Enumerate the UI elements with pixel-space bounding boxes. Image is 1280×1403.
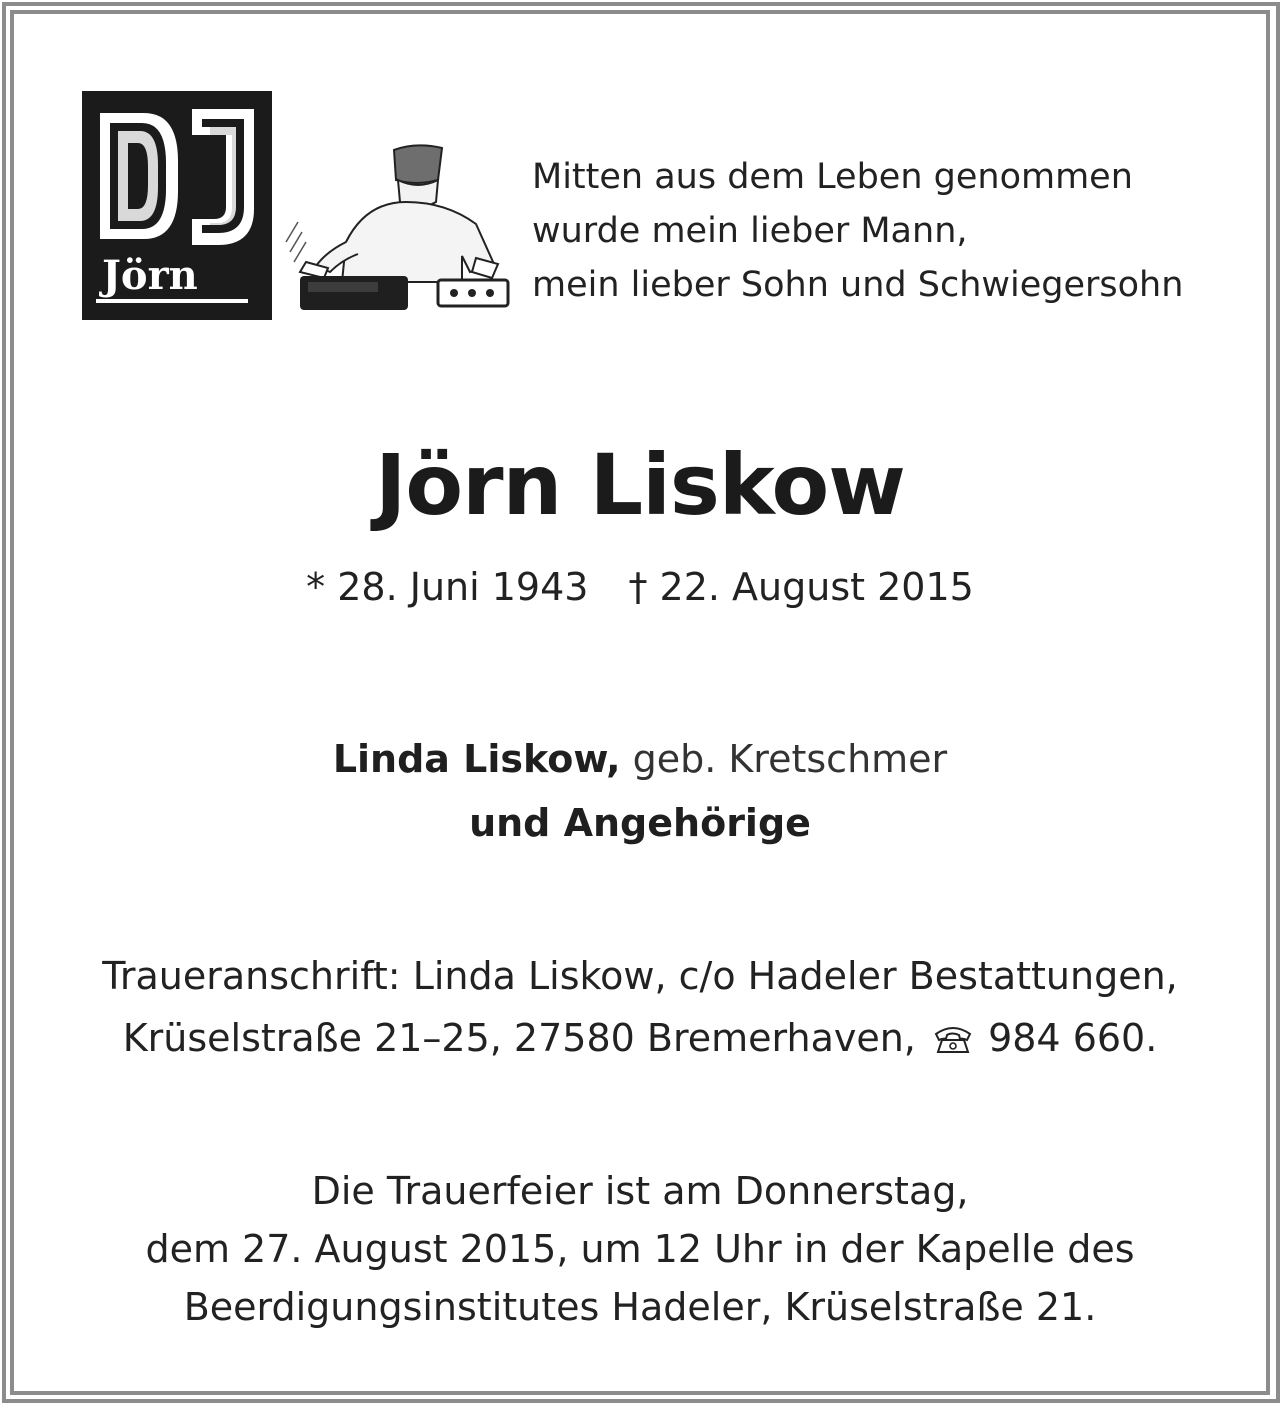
logo-name: Jörn bbox=[102, 252, 198, 299]
mourners bbox=[0, 727, 1280, 855]
intro-line: mein lieber Sohn und Schwiegersohn bbox=[532, 265, 1184, 305]
widow-name: Linda Liskow, bbox=[332, 737, 621, 781]
ceremony-line: Die Trauerfeier ist am Donnerstag, bbox=[311, 1169, 969, 1213]
funeral-notice bbox=[0, 1162, 1280, 1336]
ceremony-line: Beerdigungsinstitutes Hadeler, Krüselstraße 21. bbox=[183, 1285, 1097, 1329]
intro-line: Mitten aus dem Leben genommen bbox=[532, 157, 1133, 197]
mourning-address bbox=[0, 945, 1280, 1069]
dj-jorn-logo bbox=[82, 91, 272, 320]
phone-number: 984 660. bbox=[988, 1016, 1158, 1060]
birth-date: * 28. Juni 1943 bbox=[306, 565, 589, 609]
telephone-icon bbox=[932, 1024, 974, 1054]
death-date: † 22. August 2015 bbox=[628, 565, 974, 609]
intro-text bbox=[532, 150, 1232, 312]
address-line: Traueranschrift: Linda Liskow, c/o Hadeler Bestattungen, bbox=[102, 954, 1178, 998]
intro-line: wurde mein lieber Mann, bbox=[532, 211, 968, 251]
maiden-name: geb. Kretschmer bbox=[632, 737, 948, 781]
relatives-line: und Angehörige bbox=[469, 801, 811, 845]
life-dates bbox=[0, 565, 1280, 609]
address-line: Krüselstraße 21–25, 27580 Bremerhaven, bbox=[122, 1016, 916, 1060]
ceremony-line: dem 27. August 2015, um 12 Uhr in der Kapelle des bbox=[145, 1227, 1135, 1271]
dj-illustration bbox=[276, 92, 516, 320]
deceased-name: Jörn Liskow bbox=[375, 436, 905, 534]
